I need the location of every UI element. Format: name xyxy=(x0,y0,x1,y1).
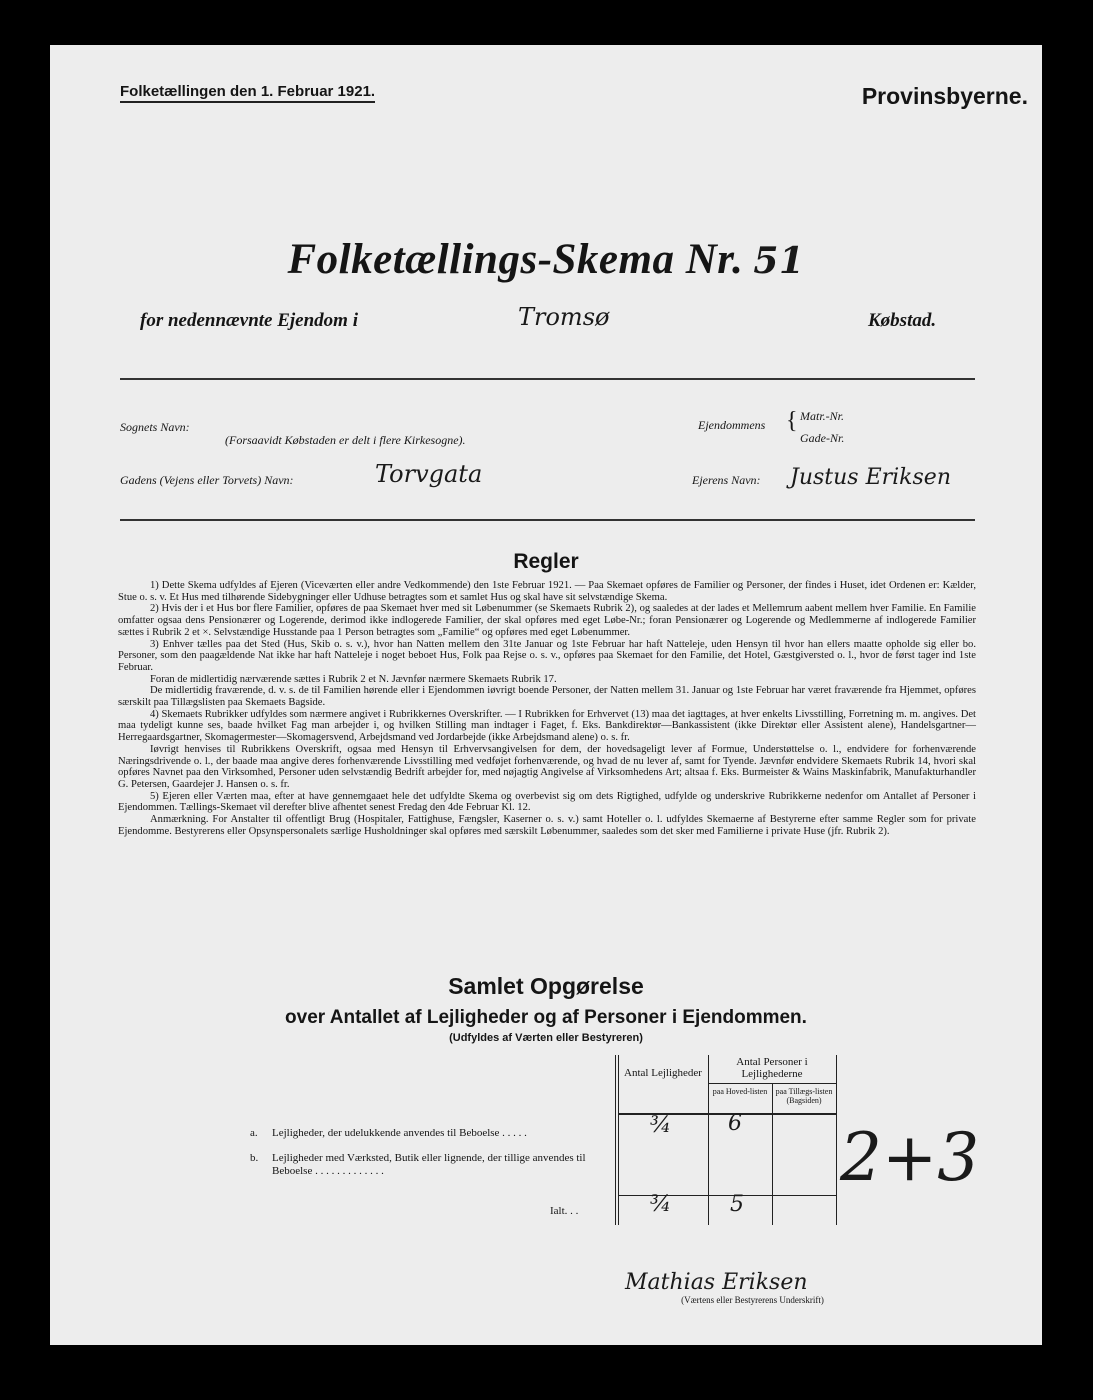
census-date-heading: Folketællingen den 1. Februar 1921. xyxy=(120,83,375,103)
rule-paragraph: 4) Skemaets Rubrikker udfyldes som nærmere angivet i Rubrikkernes Overskrifter. — I Rubrikken for Erhvervet (13) maa det iagttages, at hver enkelts Livsstilling, Forretning m. m. angives. Det maa tydeligt kunne ses, baade hvilket Fag man arbejder i, og hvilken Stilling man indtager i Faget, f. Eks. Bankdirektør—Bankassistent (ikke Direktør eller Assistent alene), Handelsgartner—Herregaardsgartner, Skomagermester—Skomagersvend, Arbejdsmand ved Jordarbejde (ikke Arbejdsmand alene) o. s. fr. xyxy=(118,708,976,744)
gade-label: Gade-Nr. xyxy=(800,431,845,445)
row-letter-a: a. xyxy=(250,1127,258,1139)
col-header-persons: Antal Personer i Lejlighederne xyxy=(736,1056,808,1080)
rule-paragraph: 5) Ejeren eller Værten maa, efter at have gennemgaaet hele det udfyldte Skema og overbevist sig om dets Rigtighed, udfylde og underskrive Rubrikkerne nedenfor om Antallet af Personer i Ejendommen. Tællings-Skemaet vil derefter blive afhentet senest Fredag den 4de Februar Kl. 12. xyxy=(118,790,976,814)
property-prefix: for nedennævnte Ejendom i xyxy=(140,310,358,331)
rule-paragraph: 2) Hvis der i et Hus bor flere Familier, opføres de paa Skemaet hver med sit Løbenummer (se Skemaets Rubrik 2), og saaledes at der lades et Mellemrum aabent mellem hver Familie. En Familie omfatter ogsaa dens Pensionærer og Logerende, derimod ikke indlogerede Familier, der skal opføres med eget Løbe-Nr.; foran Pensionærer og Logerende og Medlemmerne af indlogerede Familier sættes i Rubrik 2 et ×. Selvstændige Husstande paa 1 Person betragtes som „Familie“ og opføres med eget Løbenummer. xyxy=(118,603,976,638)
col-header-supplement: paa Tillægs-listen (Bagsiden) xyxy=(775,1087,833,1105)
form-number: 51 xyxy=(753,240,805,282)
margin-note: 2+3 xyxy=(840,1119,980,1196)
matr-label: Matr.-Nr. xyxy=(800,409,845,423)
rule-paragraph: 3) Enhver tælles paa det Sted (Hus, Skib o. s. v.), hvor han Natten mellem den 31te Januar og 1ste Februar har haft Natteleje, uden Hensyn til hvor han ellers maatte opholde sig eller bo. Personer, som den paagældende Nat ikke har haft Natteleje i noget beboet Hus, Folk paa Rejse o. s. v., opføres paa Skemaet for den Familie, det Hotel, Gæstgiversted o. l., hvor de først tager ind 1ste Februar. xyxy=(118,638,976,673)
rule-paragraph: Iøvrigt henvises til Rubrikkens Overskrift, ogsaa med Hensyn til Erhvervsangivelsen for dem, der hovedsageligt lever af Formue, Understøttelse o. l., endvidere for forhenværende Næringsdrivende o. l., der baade maa angive deres forhenværende Livsstilling med vedføjet forhenværende, og hvad de nu lever af, samt for Tyende. Jævnfør endvidere Skemaets Rubrik 14, hvori skal opføres Navnet paa den Virksomhed, Personer uden selvstændig Bedrift arbejder for, med nøjagtig Angivelse af Virksomhedens Art; altsaa f. Eks. Burmeister & Wains Maskinfabrik, Manufakturhandler G. Petersen, Gaardejer J. Hansen o. s. fr. xyxy=(118,743,976,790)
rule-paragraph: Foran de midlertidig nærværende sættes i Rubrik 2 et N. Jævnfør nærmere Skemaets Rubrik 17. xyxy=(150,673,557,685)
town-name: Tromsø xyxy=(518,303,610,331)
rule-paragraph: De midlertidig fraværende, d. v. s. de til Familien hørende eller i Ejendommen iøvrigt boende Personer, der Natten mellem 31. Januar og 1ste Februar har været fraværende fra Hjemmet, opføres særskilt paa Tillægslisten paa Skemaets Bagside. xyxy=(118,685,976,709)
form-title-text: Folketællings-Skema Nr. xyxy=(287,236,744,283)
summary-title: Samlet Opgørelse xyxy=(448,973,644,999)
rules-heading: Regler xyxy=(513,550,579,573)
region-heading: Provinsbyerne. xyxy=(861,83,1028,109)
table-line xyxy=(618,1055,619,1225)
owner-label: Ejerens Navn: xyxy=(692,473,761,487)
parish-note: (Forsaavidt Købstaden er delt i flere Kirkesogne). xyxy=(225,433,466,447)
owner-value: Justus Eriksen xyxy=(790,465,951,490)
row-letter-b: b. xyxy=(250,1152,259,1164)
col-header-apartments: Antal Lejligheder xyxy=(624,1067,702,1079)
summary-subtitle: over Antallet af Lejligheder og af Personer i Ejendommen. xyxy=(285,1007,807,1028)
row-label-a: Lejligheder, der udelukkende anvendes til Beboelse . . . . . xyxy=(272,1127,527,1139)
street-label: Gadens (Vejens eller Torvets) Navn: xyxy=(120,473,294,487)
form-title xyxy=(50,235,1042,284)
summary-note: (Udfyldes af Værten eller Bestyreren) xyxy=(449,1032,643,1044)
parish-label: Sognets Navn: xyxy=(120,420,190,434)
col-header-main-list: paa Hoved-listen xyxy=(712,1087,768,1096)
table-line xyxy=(615,1055,616,1225)
property-label: Ejendommens xyxy=(698,418,766,432)
row-label-b: Lejligheder med Værksted, Butik eller lignende, der tillige anvendes til Beboelse . . . . . . . . . . . . . xyxy=(272,1152,586,1177)
signature-caption: (Værtens eller Bestyrerens Underskrift) xyxy=(681,1295,824,1305)
street-value: Torvgata xyxy=(375,460,483,488)
rules-text xyxy=(118,580,976,837)
table-line xyxy=(708,1055,709,1225)
signature: Mathias Eriksen xyxy=(625,1270,808,1295)
property-suffix: Købstad. xyxy=(868,310,937,331)
table-line xyxy=(708,1083,836,1084)
divider xyxy=(120,519,975,521)
divider xyxy=(120,378,975,380)
rule-paragraph: Anmærkning. For Anstalter til offentligt Brug (Hospitaler, Fattighuse, Fængsler, Kaserner o. s. v.) samt Hoteller o. l. udfyldes Skemaerne af Bestyrerne efter samme Regler som for private Ejendomme. Bestyrerens eller Opsynspersonalets særlige Husholdninger skal opføres med særskilt Løbenummer, saaledes som det sker med Familierne i private Huse (jfr. Rubrik 2). xyxy=(118,814,976,837)
table-line xyxy=(772,1083,773,1225)
total-apartments: ¾ xyxy=(650,1192,672,1217)
rule-paragraph: 1) Dette Skema udfyldes af Ejeren (Viceværten eller andre Vedkommende) den 1ste Februar 1921. — Paa Skemaet opføres de Familier og Personer, der findes i Huset, idet Ordenen er: Kælder, Stue o. s. v. Et Hus med tilhørende Sidebygninger eller Udhuse betragtes som et samlet Hus og skal have sit selvstændige Skema. xyxy=(118,580,976,603)
row-a-main: 6 xyxy=(728,1111,742,1136)
table-line xyxy=(836,1055,837,1225)
total-label: Ialt. . . xyxy=(550,1205,579,1217)
census-form-page xyxy=(50,45,1042,1345)
brace: { xyxy=(786,408,798,434)
row-a-apartments: ¾ xyxy=(650,1113,672,1138)
total-main: 5 xyxy=(730,1192,744,1217)
